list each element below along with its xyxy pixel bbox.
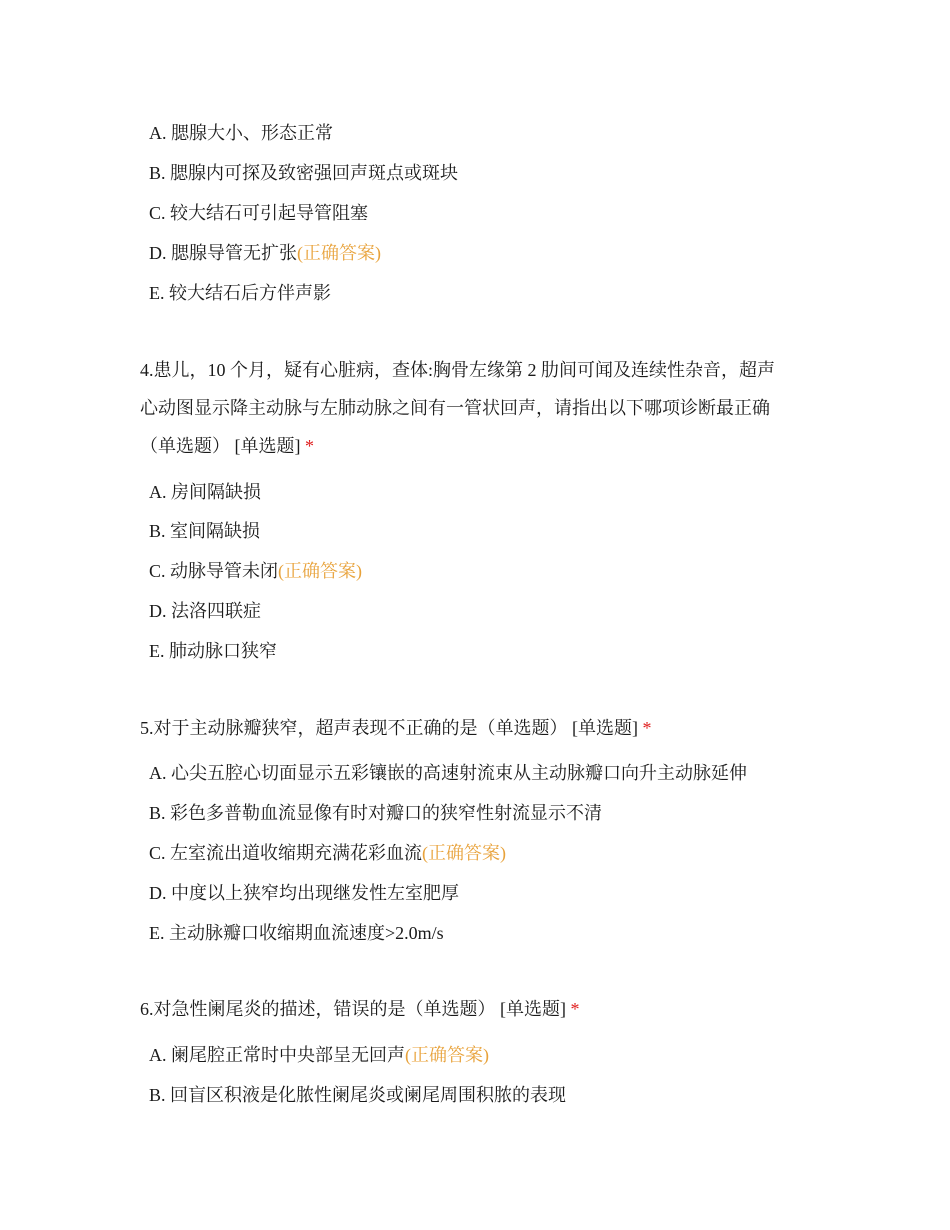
q6-title: 6.对急性阑尾炎的描述，错误的是（单选题） [单选题] * — [140, 999, 580, 1019]
q4-title-line-1: 4.患儿，10 个月，疑有心脏病，查体:胸骨左缘第 2 肋间可闻及连续性杂音，超声 — [140, 360, 775, 380]
correct-answer-marker: (正确答案) — [278, 561, 363, 581]
q5-option-c: C. 左室流出道收缩期充满花彩血流(正确答案) — [149, 843, 507, 863]
correct-answer-marker: (正确答案) — [297, 243, 381, 263]
q5-option-e: E. 主动脉瓣口收缩期血流速度>2.0m/s — [149, 923, 444, 943]
q5-option-a: A. 心尖五腔心切面显示五彩镶嵌的高速射流束从主动脉瓣口向升主动脉延伸 — [149, 763, 747, 783]
q4-option-b: B. 室间隔缺损 — [149, 521, 261, 541]
q4-option-d: D. 法洛四联症 — [149, 601, 261, 621]
q4-option-c: C. 动脉导管未闭(正确答案) — [149, 561, 363, 581]
q6-option-a: A. 阑尾腔正常时中央部呈无回声(正确答案) — [149, 1045, 489, 1065]
q4-option-a: A. 房间隔缺损 — [149, 482, 261, 502]
q5-title: 5.对于主动脉瓣狭窄，超声表现不正确的是（单选题） [单选题] * — [140, 718, 652, 738]
q4-title-line-2: 心动图显示降主动脉与左肺动脉之间有一管状回声，请指出以下哪项诊断最正确 — [140, 398, 770, 418]
required-marker: * — [642, 718, 652, 738]
q3-option-d: D. 腮腺导管无扩张(正确答案) — [149, 243, 381, 263]
q4-title-line-3: （单选题） [单选题] * — [140, 436, 314, 456]
q3-option-c: C. 较大结石可引起导管阻塞 — [149, 203, 369, 223]
q3-option-b: B. 腮腺内可探及致密强回声斑点或斑块 — [149, 163, 459, 183]
q5-option-b: B. 彩色多普勒血流显像有时对瓣口的狭窄性射流显示不清 — [149, 803, 603, 823]
required-marker: * — [570, 999, 580, 1019]
q5-option-d: D. 中度以上狭窄均出现继发性左室肥厚 — [149, 883, 459, 903]
q6-option-b: B. 回盲区积液是化脓性阑尾炎或阑尾周围积脓的表现 — [149, 1085, 567, 1105]
q3-option-e: E. 较大结石后方伴声影 — [149, 283, 331, 303]
correct-answer-marker: (正确答案) — [422, 843, 507, 863]
q3-option-a: A. 腮腺大小、形态正常 — [149, 123, 333, 143]
q4-option-e: E. 肺动脉口狭窄 — [149, 641, 277, 661]
required-marker: * — [305, 436, 314, 456]
correct-answer-marker: (正确答案) — [405, 1045, 489, 1065]
